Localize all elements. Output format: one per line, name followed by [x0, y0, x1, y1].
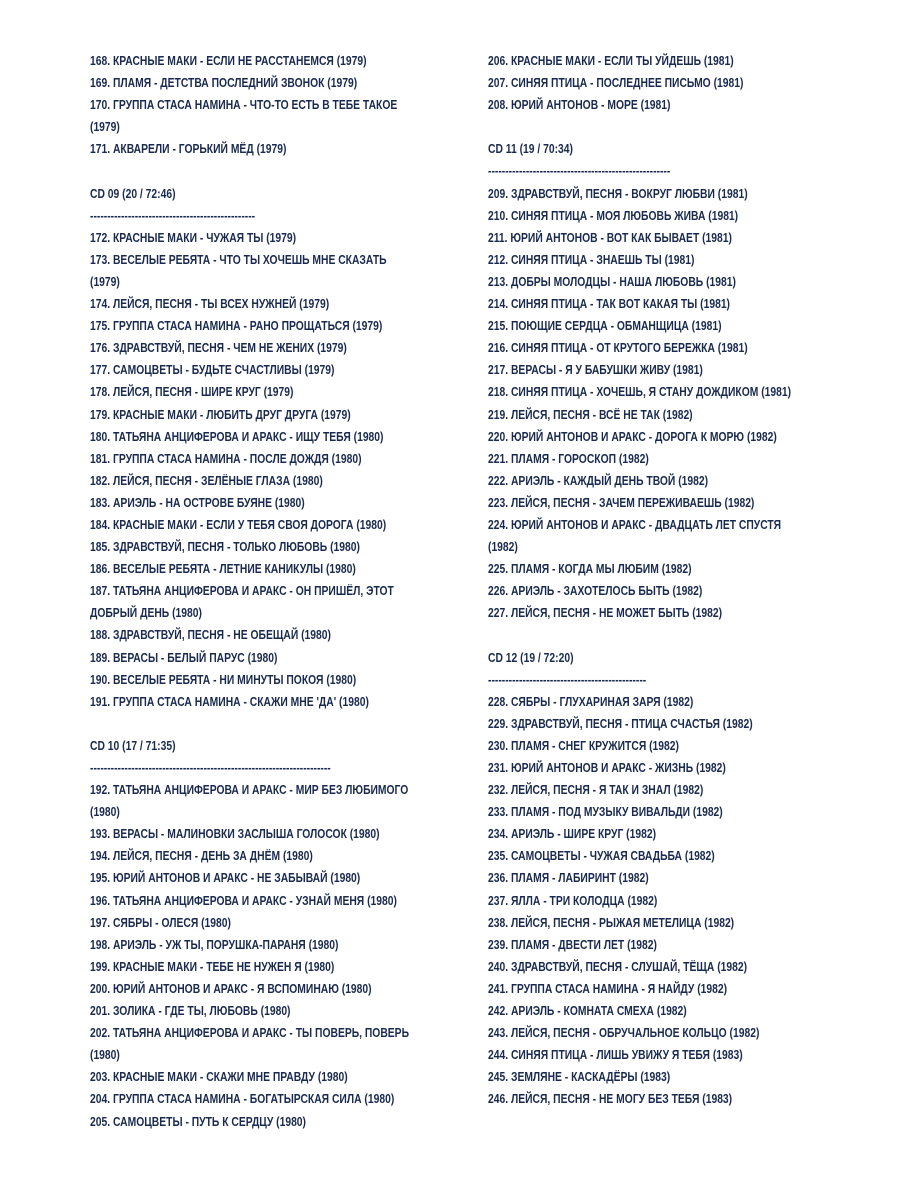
- track-line: 183. АРИЭЛЬ - НА ОСТРОВЕ БУЯНЕ (1980): [90, 495, 305, 510]
- track-line: 215. ПОЮЩИЕ СЕРДЦА - ОБМАНЩИЦА (1981): [488, 319, 722, 334]
- track-line: 196. ТАТЬЯНА АНЦИФЕРОВА И АРАКС - УЗНАЙ МЕНЯ (1980): [90, 893, 397, 908]
- track-line: 240. ЗДРАВСТВУЙ, ПЕСНЯ - СЛУШАЙ, ТЁЩА (1982): [488, 959, 748, 974]
- track-line: 170. ГРУППА СТАСА НАМИНА - ЧТО-ТО ЕСТЬ В ТЕБЕ ТАКОЕ: [90, 98, 398, 113]
- separator-line: -----------------------------------------------------: [488, 164, 671, 179]
- track-line: 222. АРИЭЛЬ - КАЖДЫЙ ДЕНЬ ТВОЙ (1982): [488, 473, 709, 488]
- track-line: 194. ЛЕЙСЯ, ПЕСНЯ - ДЕНЬ ЗА ДНЁМ (1980): [90, 849, 313, 864]
- right-column: [488, 50, 828, 1111]
- track-line: 180. ТАТЬЯНА АНЦИФЕРОВА И АРАКС - ИЩУ ТЕБЯ (1980): [90, 429, 384, 444]
- track-line: 241. ГРУППА СТАСА НАМИНА - Я НАЙДУ (1982): [488, 981, 728, 996]
- track-line: 168. КРАСНЫЕ МАКИ - ЕСЛИ НЕ РАССТАНЕМСЯ (1979): [90, 54, 367, 68]
- spacer: [488, 624, 828, 646]
- spacer: [488, 116, 828, 138]
- track-line: 228. СЯБРЫ - ГЛУХАРИНАЯ ЗАРЯ (1982): [488, 694, 694, 709]
- track-line: 193. ВЕРАСЫ - МАЛИНОВКИ ЗАСЛЫША ГОЛОСОК (1980): [90, 827, 380, 842]
- track-line: 173. ВЕСЕЛЫЕ РЕБЯТА - ЧТО ТЫ ХОЧЕШЬ МНЕ СКАЗАТЬ: [90, 252, 387, 267]
- track-line: 244. СИНЯЯ ПТИЦА - ЛИШЬ УВИЖУ Я ТЕБЯ (1983): [488, 1048, 743, 1063]
- track-line: 187. ТАТЬЯНА АНЦИФЕРОВА И АРАКС - ОН ПРИШЁЛ, ЭТОТ: [90, 584, 394, 599]
- track-line: 184. КРАСНЫЕ МАКИ - ЕСЛИ У ТЕБЯ СВОЯ ДОРОГА (1980): [90, 517, 387, 532]
- track-line: (1979): [90, 274, 120, 289]
- track-line: 172. КРАСНЫЕ МАКИ - ЧУЖАЯ ТЫ (1979): [90, 230, 297, 245]
- track-line: 218. СИНЯЯ ПТИЦА - ХОЧЕШЬ, Я СТАНУ ДОЖДИКОМ (1981): [488, 385, 792, 400]
- track-line: 242. АРИЭЛЬ - КОМНАТА СМЕХА (1982): [488, 1004, 687, 1019]
- disc-header: CD 12 (19 / 72:20): [488, 650, 574, 665]
- track-line: 231. ЮРИЙ АНТОНОВ И АРАКС - ЖИЗНЬ (1982): [488, 761, 726, 775]
- track-line: 202. ТАТЬЯНА АНЦИФЕРОВА И АРАКС - ТЫ ПОВЕРЬ, ПОВЕРЬ: [90, 1026, 409, 1041]
- track-line: 236. ПЛАМЯ - ЛАБИРИНТ (1982): [488, 871, 649, 886]
- track-line: 224. ЮРИЙ АНТОНОВ И АРАКС - ДВАДЦАТЬ ЛЕТ СПУСТЯ: [488, 517, 782, 532]
- track-line: 199. КРАСНЫЕ МАКИ - ТЕБЕ НЕ НУЖЕН Я (1980): [90, 959, 335, 974]
- track-line: 181. ГРУППА СТАСА НАМИНА - ПОСЛЕ ДОЖДЯ (1980): [90, 451, 362, 466]
- track-line: 179. КРАСНЫЕ МАКИ - ЛЮБИТЬ ДРУГ ДРУГА (1979): [90, 407, 351, 422]
- track-line: 188. ЗДРАВСТВУЙ, ПЕСНЯ - НЕ ОБЕЩАЙ (1980): [90, 628, 331, 643]
- track-line: 243. ЛЕЙСЯ, ПЕСНЯ - ОБРУЧАЛЬНОЕ КОЛЬЦО (1982): [488, 1026, 760, 1041]
- track-line: 219. ЛЕЙСЯ, ПЕСНЯ - ВСЁ НЕ ТАК (1982): [488, 407, 693, 422]
- track-line: 226. АРИЭЛЬ - ЗАХОТЕЛОСЬ БЫТЬ (1982): [488, 584, 703, 599]
- track-line: 217. ВЕРАСЫ - Я У БАБУШКИ ЖИВУ (1981): [488, 363, 703, 378]
- track-line: 198. АРИЭЛЬ - УЖ ТЫ, ПОРУШКА-ПАРАНЯ (1980): [90, 937, 339, 952]
- track-line: 192. ТАТЬЯНА АНЦИФЕРОВА И АРАКС - МИР БЕЗ ЛЮБИМОГО: [90, 783, 409, 798]
- track-line: (1979): [90, 120, 120, 135]
- disc-header: CD 11 (19 / 70:34): [488, 142, 573, 157]
- track-line: 214. СИНЯЯ ПТИЦА - ТАК ВОТ КАКАЯ ТЫ (1981): [488, 297, 731, 312]
- track-line: 221. ПЛАМЯ - ГОРОСКОП (1982): [488, 451, 649, 466]
- track-line: 189. ВЕРАСЫ - БЕЛЫЙ ПАРУС (1980): [90, 650, 278, 665]
- track-line: 195. ЮРИЙ АНТОНОВ И АРАКС - НЕ ЗАБЫВАЙ (1980): [90, 871, 361, 886]
- track-line: 237. ЯЛЛА - ТРИ КОЛОДЦА (1982): [488, 893, 658, 908]
- track-line: 232. ЛЕЙСЯ, ПЕСНЯ - Я ТАК И ЗНАЛ (1982): [488, 783, 704, 798]
- disc-header: CD 09 (20 / 72:46): [90, 186, 176, 201]
- track-line: 235. САМОЦВЕТЫ - ЧУЖАЯ СВАДЬБА (1982): [488, 849, 715, 864]
- track-line: 220. ЮРИЙ АНТОНОВ И АРАКС - ДОРОГА К МОРЮ (1982): [488, 429, 777, 444]
- left-column: [90, 50, 430, 1133]
- track-line: 200. ЮРИЙ АНТОНОВ И АРАКС - Я ВСПОМИНАЮ (1980): [90, 981, 372, 996]
- track-line: 176. ЗДРАВСТВУЙ, ПЕСНЯ - ЧЕМ НЕ ЖЕНИХ (1979): [90, 341, 347, 356]
- track-line: 223. ЛЕЙСЯ, ПЕСНЯ - ЗАЧЕМ ПЕРЕЖИВАЕШЬ (1982): [488, 495, 755, 510]
- track-line: 227. ЛЕЙСЯ, ПЕСНЯ - НЕ МОЖЕТ БЫТЬ (1982): [488, 606, 723, 621]
- track-line: 191. ГРУППА СТАСА НАМИНА - СКАЖИ МНЕ 'ДА' (1980): [90, 694, 369, 709]
- track-line: 177. САМОЦВЕТЫ - БУДЬТЕ СЧАСТЛИВЫ (1979): [90, 363, 335, 378]
- track-line: 238. ЛЕЙСЯ, ПЕСНЯ - РЫЖАЯ МЕТЕЛИЦА (1982): [488, 915, 735, 930]
- disc-header: CD 10 (17 / 71:35): [90, 738, 176, 753]
- separator-line: ----------------------------------------------------------------------: [90, 761, 331, 775]
- track-line: 169. ПЛАМЯ - ДЕТСТВА ПОСЛЕДНИЙ ЗВОНОК (1979): [90, 76, 358, 91]
- track-line: 197. СЯБРЫ - ОЛЕСЯ (1980): [90, 915, 231, 930]
- track-line: 185. ЗДРАВСТВУЙ, ПЕСНЯ - ТОЛЬКО ЛЮБОВЬ (1980): [90, 540, 360, 555]
- track-line: (1982): [488, 540, 518, 555]
- track-line: 233. ПЛАМЯ - ПОД МУЗЫКУ ВИВАЛЬДИ (1982): [488, 805, 723, 820]
- track-line: 206. КРАСНЫЕ МАКИ - ЕСЛИ ТЫ УЙДЕШЬ (1981): [488, 54, 734, 68]
- track-line: 225. ПЛАМЯ - КОГДА МЫ ЛЮБИМ (1982): [488, 562, 692, 577]
- track-line: 212. СИНЯЯ ПТИЦА - ЗНАЕШЬ ТЫ (1981): [488, 252, 695, 267]
- track-line: 209. ЗДРАВСТВУЙ, ПЕСНЯ - ВОКРУГ ЛЮБВИ (1981): [488, 186, 748, 201]
- track-line: 182. ЛЕЙСЯ, ПЕСНЯ - ЗЕЛЁНЫЕ ГЛАЗА (1980): [90, 473, 323, 488]
- track-line: 190. ВЕСЕЛЫЕ РЕБЯТА - НИ МИНУТЫ ПОКОЯ (1980): [90, 672, 357, 687]
- track-line: 201. ЗОЛИКА - ГДЕ ТЫ, ЛЮБОВЬ (1980): [90, 1004, 291, 1019]
- track-line: 211. ЮРИЙ АНТОНОВ - ВОТ КАК БЫВАЕТ (1981): [488, 230, 732, 245]
- track-line: 204. ГРУППА СТАСА НАМИНА - БОГАТЫРСКАЯ СИЛА (1980): [90, 1092, 395, 1107]
- track-line: 203. КРАСНЫЕ МАКИ - СКАЖИ МНЕ ПРАВДУ (1980): [90, 1070, 348, 1085]
- separator-line: ----------------------------------------------: [488, 672, 647, 687]
- track-line: 230. ПЛАМЯ - СНЕГ КРУЖИТСЯ (1982): [488, 738, 679, 753]
- track-line: 210. СИНЯЯ ПТИЦА - МОЯ ЛЮБОВЬ ЖИВА (1981): [488, 208, 739, 223]
- track-line: 208. ЮРИЙ АНТОНОВ - МОРЕ (1981): [488, 98, 671, 113]
- track-line: 205. САМОЦВЕТЫ - ПУТЬ К СЕРДЦУ (1980): [90, 1114, 306, 1129]
- track-line: 234. АРИЭЛЬ - ШИРЕ КРУГ (1982): [488, 827, 657, 842]
- spacer: [90, 713, 430, 735]
- track-line: 171. АКВАРЕЛИ - ГОРЬКИЙ МЁД (1979): [90, 142, 287, 157]
- track-line: 175. ГРУППА СТАСА НАМИНА - РАНО ПРОЩАТЬСЯ (1979): [90, 319, 383, 334]
- track-line: 186. ВЕСЕЛЫЕ РЕБЯТА - ЛЕТНИЕ КАНИКУЛЫ (1980): [90, 562, 356, 577]
- track-line: 246. ЛЕЙСЯ, ПЕСНЯ - НЕ МОГУ БЕЗ ТЕБЯ (1983): [488, 1092, 733, 1107]
- track-line: 229. ЗДРАВСТВУЙ, ПЕСНЯ - ПТИЦА СЧАСТЬЯ (1982): [488, 716, 753, 731]
- track-line: ДОБРЫЙ ДЕНЬ (1980): [90, 606, 202, 621]
- track-line: (1980): [90, 805, 120, 820]
- track-line: 245. ЗЕМЛЯНЕ - КАСКАДЁРЫ (1983): [488, 1070, 671, 1085]
- track-line: 213. ДОБРЫ МОЛОДЦЫ - НАША ЛЮБОВЬ (1981): [488, 274, 736, 289]
- track-line: (1980): [90, 1048, 120, 1063]
- track-line: 178. ЛЕЙСЯ, ПЕСНЯ - ШИРЕ КРУГ (1979): [90, 385, 294, 400]
- track-line: 239. ПЛАМЯ - ДВЕСТИ ЛЕТ (1982): [488, 937, 657, 952]
- separator-line: ------------------------------------------------: [90, 208, 256, 223]
- track-line: 207. СИНЯЯ ПТИЦА - ПОСЛЕДНЕЕ ПИСЬМО (1981): [488, 76, 744, 91]
- track-line: 216. СИНЯЯ ПТИЦА - ОТ КРУТОГО БЕРЕЖКА (1981): [488, 341, 748, 356]
- spacer: [90, 160, 430, 182]
- track-line: 174. ЛЕЙСЯ, ПЕСНЯ - ТЫ ВСЕХ НУЖНЕЙ (1979): [90, 297, 330, 312]
